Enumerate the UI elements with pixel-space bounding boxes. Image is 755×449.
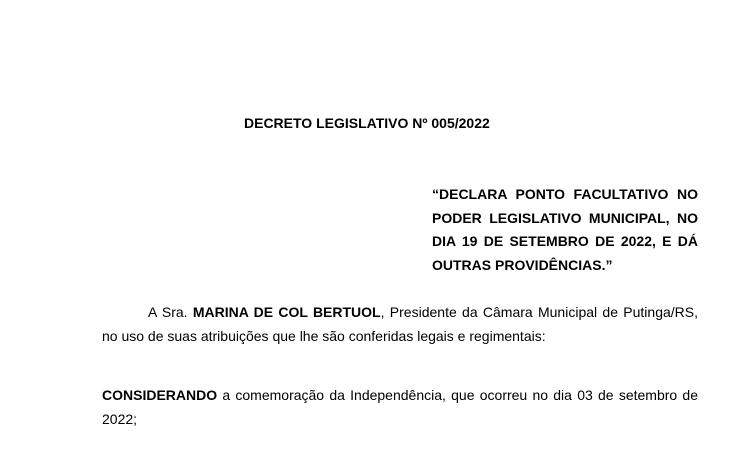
preamble-prefix: A Sra. (148, 304, 188, 320)
ementa-line: DIA 19 DE SETEMBRO DE 2022, E DÁ (432, 233, 698, 249)
considerando-line-1 (102, 384, 698, 408)
preamble-paragraph (102, 301, 698, 348)
ementa-line: PODER LEGISLATIVO MUNICIPAL, NO (432, 209, 698, 226)
considerando-paragraph (102, 384, 698, 431)
president-name: MARINA DE COL BERTUOL (192, 304, 381, 320)
preamble-line-2: no uso de suas atribuições que lhe são conferidas legais e regimentais: (102, 327, 546, 344)
ementa-line: OUTRAS PROVIDÊNCIAS.” (432, 256, 613, 273)
considerando-line-1-rest: a comemoração da Independência, que ocorreu no dia 03 de setembro de (217, 387, 698, 403)
preamble-line-1 (102, 301, 698, 325)
decree-title: DECRETO LEGISLATIVO Nº 005/2022 (244, 115, 490, 131)
decree-ementa (432, 183, 698, 277)
ementa-line: “DECLARA PONTO FACULTATIVO NO (432, 186, 698, 202)
considerando-line-2: 2022; (102, 410, 138, 427)
considerando-keyword: CONSIDERANDO (102, 387, 218, 403)
preamble-line-1-rest: , Presidente da Câmara Municipal de Putinga/RS, (380, 304, 698, 320)
